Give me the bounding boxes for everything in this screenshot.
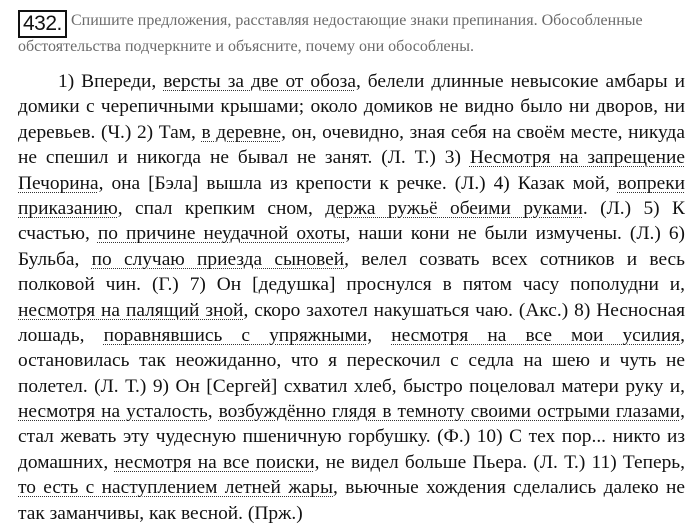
underlined-adverbial: версты за две от обоза	[163, 71, 356, 92]
exercise-header	[18, 8, 690, 60]
text-segment: домики с черепичными крышами; около домиков не видно было ни дворов, ни	[18, 96, 685, 118]
text-segment: , он, очевидно, зная себя на своём месте, никуда	[281, 121, 685, 143]
text-line	[18, 501, 685, 526]
text-segment: ,	[207, 401, 219, 423]
text-line	[18, 247, 685, 272]
text-line	[18, 475, 685, 500]
text-segment: полковой чин. (Г.) 7) Он [дедушка] проснулся в пятом часу пополудни и,	[18, 274, 685, 296]
text-line	[18, 221, 685, 246]
underlined-adverbial: возбуждённо глядя в темноту своими острыми глазами	[218, 401, 681, 423]
text-line	[18, 196, 685, 221]
exercise-instruction	[18, 8, 690, 60]
exercise-text	[18, 69, 685, 526]
instruction-line: Спишите предложения, расставляя недостающие знаки препинания. Обособленные	[71, 12, 643, 29]
text-segment: ,	[367, 324, 392, 346]
text-segment: 1) Впереди,	[58, 71, 164, 92]
text-segment: ,	[680, 324, 685, 346]
text-segment: , не видел больше Пьера. (Л. Т.) 11) Теперь,	[314, 451, 685, 473]
underlined-adverbial: несмотря на все поиски	[114, 451, 315, 473]
text-line	[18, 348, 685, 373]
text-line	[18, 69, 685, 94]
text-segment: , велел созвать всех сотников и весь	[344, 248, 685, 270]
text-segment: , скоро захотел накушаться чаю. (Акс.) 8) Несносная	[243, 299, 685, 321]
underlined-adverbial: несмотря на палящий зной	[18, 299, 244, 321]
underlined-adverbial: поравнявшись с упряжными	[103, 324, 368, 346]
underlined-adverbial: Несмотря на запрещение	[469, 147, 685, 169]
underlined-adverbial: по случаю приезда сыновей	[91, 248, 345, 270]
underlined-adverbial: то есть с наступлением летней жары	[18, 477, 334, 499]
text-segment: домашних,	[18, 451, 115, 473]
exercise-number: 432.	[18, 10, 67, 38]
underlined-adverbial: несмотря на все мои усилия	[391, 324, 681, 346]
text-line	[18, 323, 685, 348]
text-line	[18, 424, 685, 449]
text-segment: стал жевать эту чудесную пшеничную горбушку. (Ф.) 10) С тех пор... никто из	[18, 426, 685, 448]
underlined-adverbial: по причине неудачной охоты	[97, 223, 346, 245]
text-segment: , она [Бэла] вышла из крепости к речке. (Л.) 4) Казак мой,	[98, 172, 618, 194]
text-segment: не спешил и никогда не бывал не занят. (Л. Т.) 3)	[18, 147, 470, 169]
text-segment: ,	[680, 401, 685, 423]
instruction-line: обстоятельства подчеркните и объясните, почему они обособлены.	[18, 38, 474, 55]
text-segment: , вьючные хождения сделались далеко не	[333, 477, 685, 499]
text-segment: счастью,	[18, 223, 98, 245]
text-line	[18, 171, 685, 196]
text-segment: Бульба,	[18, 248, 92, 270]
text-line	[18, 399, 685, 424]
text-line	[18, 94, 685, 119]
text-line	[18, 145, 685, 170]
underlined-adverbial: вопреки	[617, 172, 685, 194]
underlined-adverbial: приказанию	[18, 197, 118, 219]
text-line	[18, 272, 685, 297]
underlined-adverbial: несмотря на усталость	[18, 401, 208, 423]
text-line	[18, 374, 685, 399]
text-segment: так заманчивы, как весной. (Прж.)	[18, 502, 303, 524]
text-segment: , спал крепким сном,	[117, 197, 326, 219]
text-segment: лошадь,	[18, 324, 104, 346]
text-segment: остановилась так неожиданно, что я перескочил с седла на шею и чуть не	[18, 350, 685, 372]
text-segment: полетел. (Л. Т.) 9) Он [Сергей] схватил хлеб, быстро поцеловал матери руку и,	[18, 375, 685, 397]
text-segment: , белели длинные невысокие амбары и	[355, 71, 686, 92]
text-line	[18, 298, 685, 323]
underlined-adverbial: держа ружьё обеими руками	[325, 197, 583, 219]
text-segment: деревьев. (Ч.) 2) Там,	[18, 121, 202, 143]
text-segment: . (Л.) 5) К	[582, 197, 685, 219]
text-line	[18, 450, 685, 475]
underlined-adverbial: в деревне	[201, 121, 282, 143]
text-segment: , наши кони не были измучены. (Л.) 6)	[345, 223, 685, 245]
text-line	[18, 120, 685, 145]
underlined-adverbial: Печорина	[18, 172, 99, 194]
